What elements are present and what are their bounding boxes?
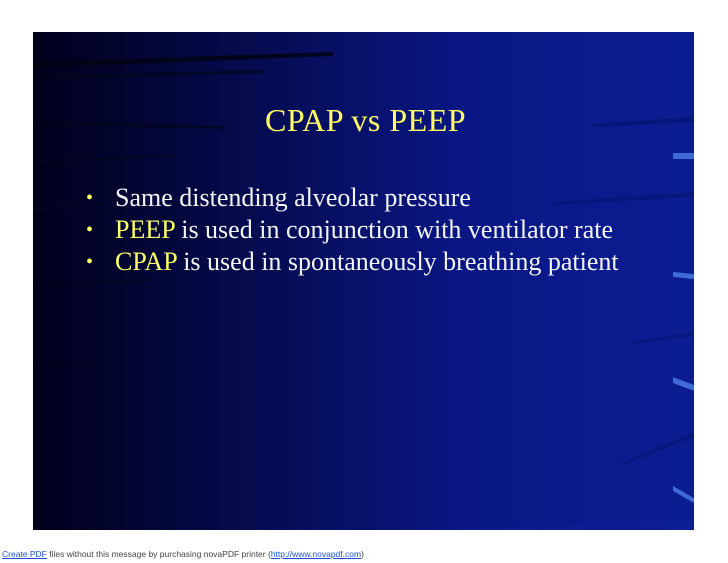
bullet-item	[86, 182, 656, 214]
pdf-footer	[2, 549, 364, 559]
footer-text-end: )	[361, 549, 364, 559]
edge-tick-mark	[673, 153, 694, 159]
novapdf-url-link[interactable]	[271, 549, 361, 559]
bullet-item	[86, 214, 656, 246]
bullet-text: is used in spontaneously breathing patient	[176, 247, 619, 276]
slide	[33, 32, 694, 530]
footer-text: files without this message by purchasing novaPDF printer (	[46, 549, 271, 559]
create-pdf-link[interactable]: Create PDF	[2, 549, 47, 559]
bullet-item	[86, 246, 656, 278]
bullet-highlight: CPAP	[115, 247, 177, 276]
bullet-icon: •	[86, 187, 94, 209]
url-scheme: http	[270, 549, 285, 559]
url-host: ://www.novapdf.com	[285, 549, 362, 559]
bullet-text: is used in conjunction with ventilator rate	[174, 215, 614, 244]
slide-title: CPAP vs PEEP	[264, 102, 467, 138]
bullet-text: Same distending alveolar pressure	[115, 183, 471, 212]
bullet-highlight: PEEP	[115, 215, 175, 244]
bullet-icon: •	[86, 251, 94, 273]
bullet-list	[86, 182, 656, 278]
bullet-icon: •	[86, 219, 94, 241]
